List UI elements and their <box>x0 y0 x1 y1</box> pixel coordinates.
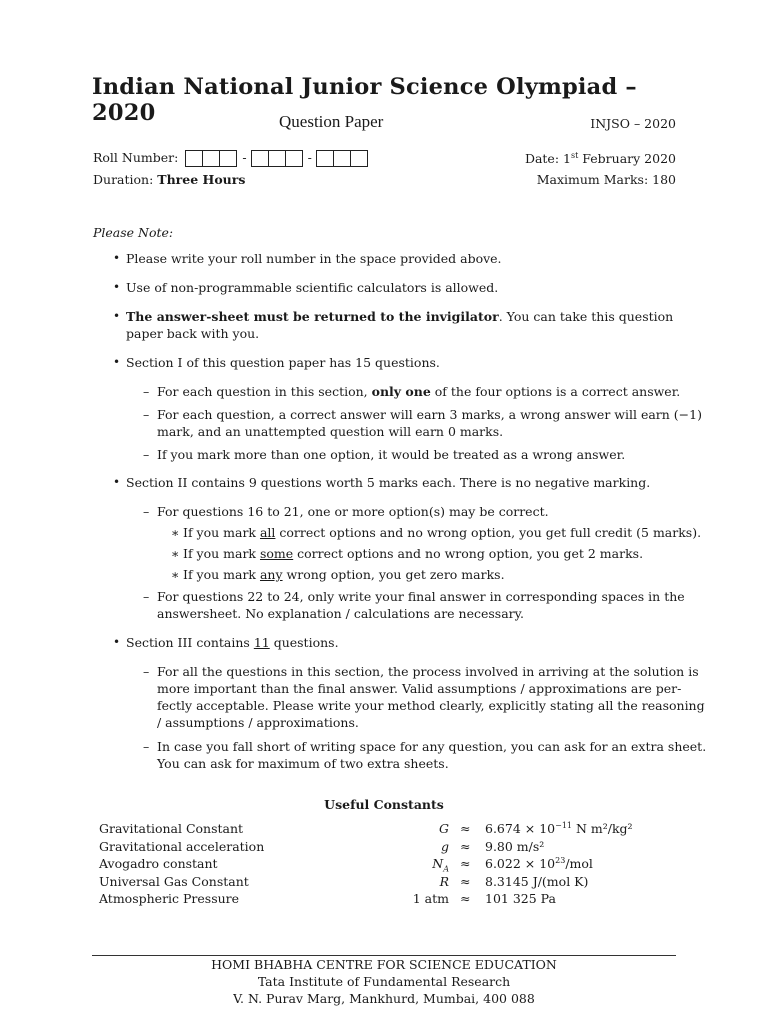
roll-boxes-group-3[interactable] <box>317 150 368 167</box>
duration: Duration: Three Hours <box>93 172 246 187</box>
constant-row: Gravitational Constant G ≈ $6.674 \times 10^{-11}$ N m²/kg² <box>99 821 633 837</box>
max-marks: Maximum Marks: 180 <box>536 172 676 187</box>
note-heading: Please Note: <box>93 225 174 240</box>
constant-row: Atmospheric Pressure 1 atm ≈ 101 325 Pa <box>99 891 556 906</box>
roll-number-row: Roll Number: - - <box>93 150 372 167</box>
footer-line-3: V. N. Purav Marg, Mankhurd, Mumbai, 400 088 <box>233 991 535 1006</box>
list-item: • Section I of this question paper has 15 questions. <box>113 355 440 370</box>
footer-line-2: Tata Institute of Fundamental Research <box>257 974 511 989</box>
list-item: – For questions 16 to 21, one or more option(s) may be correct. <box>143 504 549 519</box>
roll-boxes-group-1[interactable] <box>186 150 237 167</box>
list-item: • Section III contains 11 questions. <box>113 635 339 650</box>
exam-date: Date: 1st February 2020 <box>524 151 676 167</box>
constant-row: Avogadro constant $N_A$ ≈ $6.022 \times 10^{23}$/mol <box>99 856 593 874</box>
list-item: – For each question in this section, only one of the four options is a correct answer. <box>143 384 681 399</box>
roll-number-label: Roll Number: <box>93 150 179 165</box>
page-subtitle: Question Paper <box>279 112 384 131</box>
exam-code: INJSO – 2020 <box>590 116 676 131</box>
constants-title: Useful Constants <box>324 797 444 812</box>
list-item: • The answer-sheet must be returned to the invigilator. You can take this question paper back with you. <box>113 309 674 341</box>
list-item: ∗ If you mark all correct options and no wrong option, you get full credit (5 marks). <box>171 525 702 540</box>
footer-line-1: HOMI BHABHA CENTRE FOR SCIENCE EDUCATION <box>211 957 557 972</box>
constant-row: Gravitational acceleration g ≈ 9.80 m/s² <box>99 839 545 854</box>
list-item: • Use of non-programmable scientific calculators is allowed. <box>113 280 499 295</box>
roll-boxes-group-2[interactable] <box>252 150 303 167</box>
list-item: – In case you fall short of writing space for any question, you can ask for an extra sheet. You can ask for maximum of two extra sheets. <box>143 739 707 771</box>
list-item: – For each question, a correct answer will earn 3 marks, a wrong answer will earn (−1) mark, and an unattempted question will earn 0 marks. <box>143 407 702 439</box>
constant-row: Universal Gas Constant R ≈ 8.3145 J/(mol K) <box>99 874 589 889</box>
list-item: ∗ If you mark some correct options and no wrong option, you get 2 marks. <box>171 546 644 561</box>
page-title: Indian National Junior Science Olympiad – 2020 <box>92 74 637 126</box>
list-item: – For questions 22 to 24, only write your final answer in corresponding spaces in the answersheet. No explanation / calculations are necessary. <box>143 589 685 621</box>
list-item: ∗ If you mark any wrong option, you get zero marks. <box>171 567 505 582</box>
list-item: – For all the questions in this section, the process involved in arriving at the solution is more important than the final answer. Valid assumptions / approximations are per- fectly acceptable. Please write your method clearly, explicitly stating all the reasoning / assumptions / approximations. <box>143 664 705 730</box>
list-item: • Section II contains 9 questions worth 5 marks each. There is no negative marking. <box>113 475 651 490</box>
list-item: • Please write your roll number in the space provided above. <box>113 251 502 266</box>
list-item: – If you mark more than one option, it would be treated as a wrong answer. <box>143 447 626 462</box>
